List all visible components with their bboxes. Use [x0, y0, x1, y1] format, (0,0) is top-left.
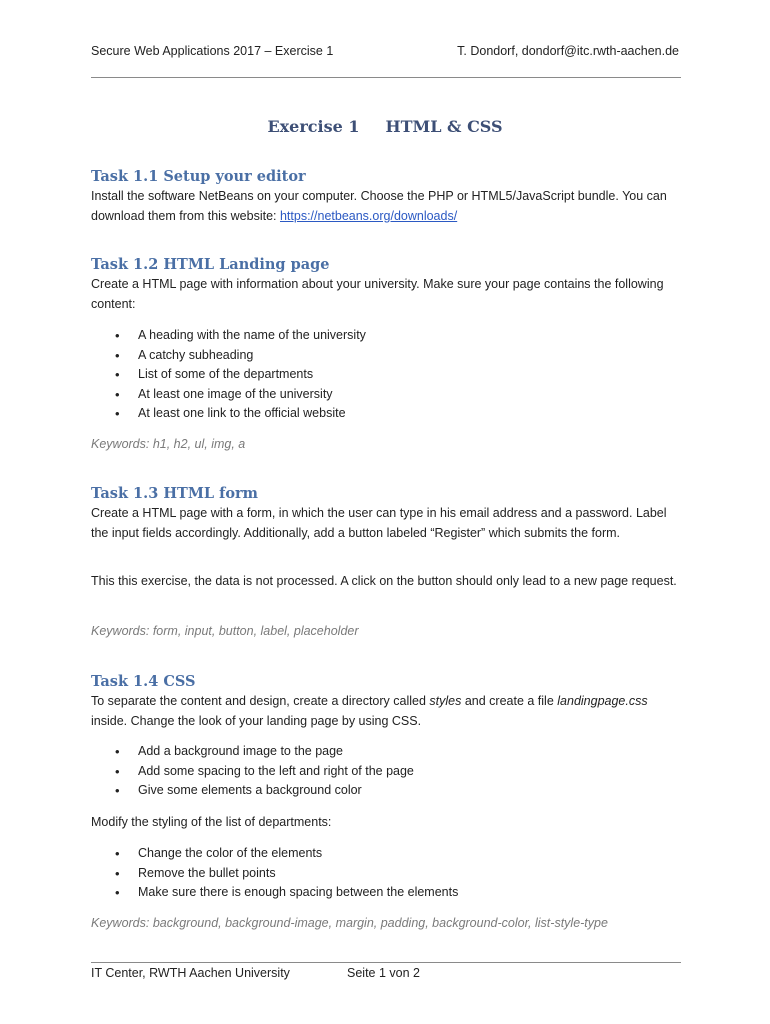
list-item: • List of some of the departments [91, 365, 366, 385]
task-1-4-list [91, 742, 414, 801]
css-file-name: landingpage.css [557, 694, 648, 708]
page-title [0, 117, 770, 136]
list-item: • At least one link to the official website [91, 404, 366, 424]
task-1-1-text [91, 187, 681, 226]
task-1-4-text [91, 692, 681, 731]
list-item: • Add some spacing to the left and right of the page [91, 762, 414, 782]
page-footer [91, 966, 420, 980]
header-course: Secure Web Applications 2017 – Exercise 1 [91, 44, 334, 58]
task-1-2-keywords: Keywords: h1, h2, ul, img, a [91, 437, 246, 451]
title-topic: HTML & CSS [385, 117, 503, 136]
list-item: • Change the color of the elements [91, 844, 458, 864]
list-item: • A heading with the name of the university [91, 326, 366, 346]
task-1-1-heading: Task 1.1 Setup your editor [91, 168, 306, 185]
list-item: • Make sure there is enough spacing between the elements [91, 883, 458, 903]
page-number: Seite 1 von 2 [347, 966, 420, 980]
task-1-2-heading: Task 1.2 HTML Landing page [91, 256, 330, 273]
footer-institution: IT Center, RWTH Aachen University [91, 966, 290, 980]
list-item: • Give some elements a background color [91, 781, 414, 801]
list-item: • At least one image of the university [91, 385, 366, 405]
task-1-3-heading: Task 1.3 HTML form [91, 485, 259, 502]
list-item: • A catchy subheading [91, 346, 366, 366]
task-1-4-keywords: Keywords: background, background-image, margin, padding, background-color, list-style-type [91, 916, 608, 930]
page-header [91, 44, 681, 58]
footer-divider [91, 962, 681, 963]
task-1-4-departments-list [91, 844, 458, 903]
header-divider [91, 77, 681, 78]
task-1-2-text: Create a HTML page with information about your university. Make sure your page contains the following content: [91, 277, 664, 311]
title-exercise: Exercise 1 [267, 117, 360, 136]
task-1-4-departments-text: Modify the styling of the list of departments: [91, 815, 332, 829]
list-item: • Remove the bullet points [91, 864, 458, 884]
task-1-4-heading: Task 1.4 CSS [91, 673, 196, 690]
task-1-1-body: Install the software NetBeans on your computer. Choose the PHP or HTML5/JavaScript bundle. You can download them from this website: [91, 189, 667, 223]
task-1-3-text: Create a HTML page with a form, in which the user can type in his email address and a password. Label the input fields accordingly. Additionally, add a button labeled “Register” which submits the form. [91, 506, 667, 540]
task-1-4-text-a: To separate the content and design, create a directory called [91, 694, 430, 708]
task-1-4-text-b: and create a file [461, 694, 558, 708]
task-1-2-list [91, 326, 366, 424]
header-author: T. Dondorf, dondorf@itc.rwth-aachen.de [457, 44, 679, 58]
task-1-3-note: This this exercise, the data is not processed. A click on the button should only lead to a new page request. [91, 574, 677, 588]
styles-dir-name: styles [429, 694, 462, 708]
list-item: • Add a background image to the page [91, 742, 414, 762]
netbeans-download-link[interactable]: https://netbeans.org/downloads/ [279, 208, 458, 223]
task-1-4-text-c: inside. Change the look of your landing page by using CSS. [91, 713, 422, 728]
task-1-3-keywords: Keywords: form, input, button, label, placeholder [91, 624, 359, 638]
